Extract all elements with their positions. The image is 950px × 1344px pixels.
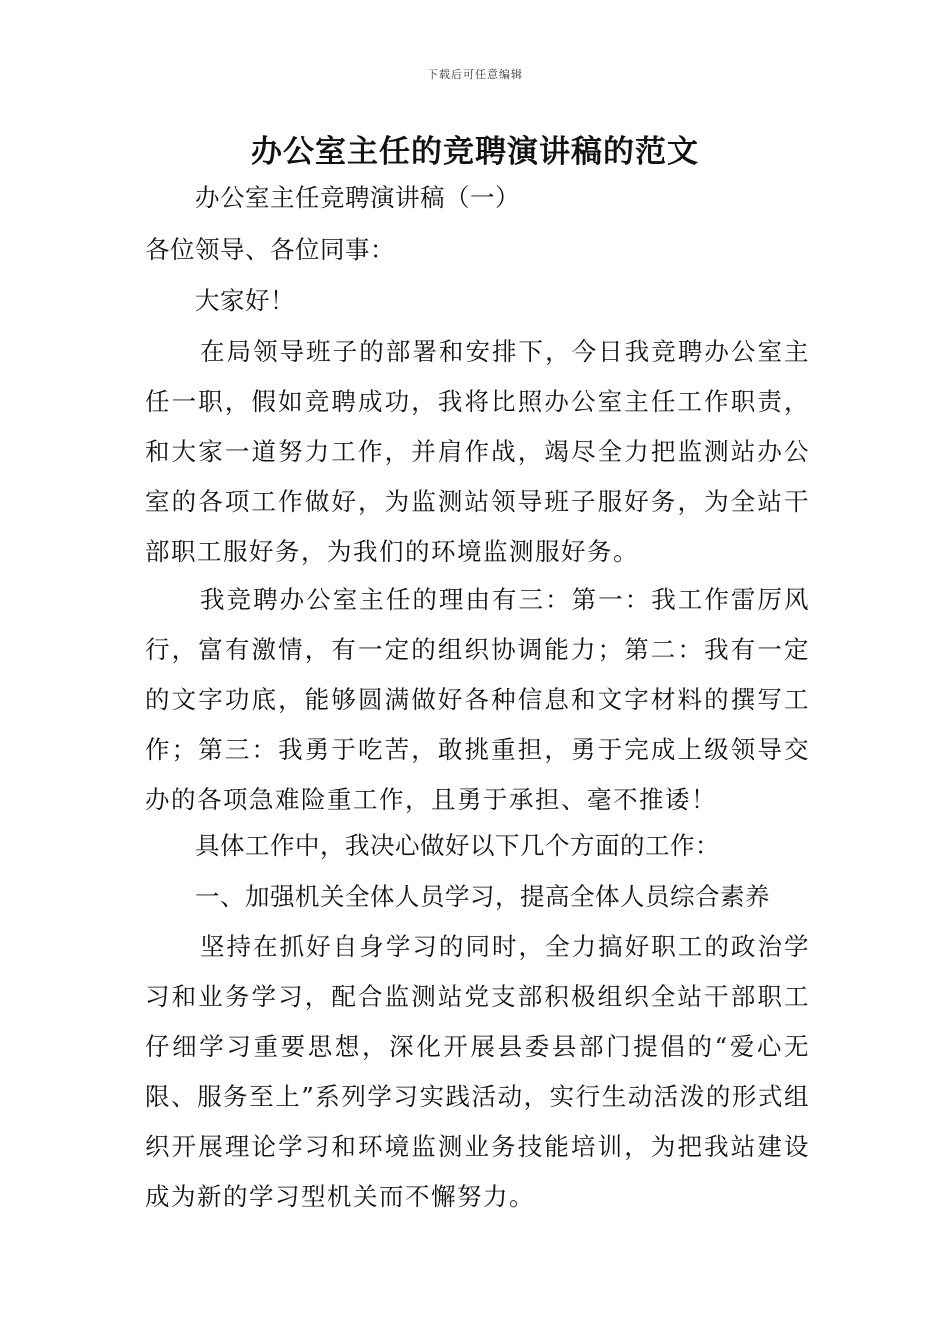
salutation: 各位领导、各位同事：: [145, 235, 395, 264]
section-heading: 一、加强机关全体人员学习，提高全体人员综合素养: [195, 882, 770, 911]
paragraph-1: 在局领导班子的部署和安排下，今日我竞聘办公室主任一职，假如竞聘成功，我将比照办公室主任工作职责，和大家一道努力工作，并肩作战，竭尽全力把监测站办公室的各项工作做好，为监测站领导班子服好务，为全站干部职工服好务，为我们的环境监测服好务。: [145, 337, 810, 566]
paragraph-2: 我竞聘办公室主任的理由有三：第一：我工作雷厉风行，富有激情，有一定的组织协调能力；第二：我有一定的文字功底，能够圆满做好各种信息和文字材料的撰写工作；第三：我勇于吃苦，敢挑重担，勇于完成上级领导交办的各项急难险重工作，且勇于承担、毫不推诿！: [145, 585, 810, 814]
intro-line: 具体工作中，我决心做好以下几个方面的工作：: [195, 831, 720, 860]
page-header-note: 下载后可任意编辑: [427, 68, 523, 81]
greeting: 大家好！: [195, 286, 295, 315]
section-paragraph: 坚持在抓好自身学习的同时，全力搞好职工的政治学习和业务学习，配合监测站党支部积极组织全站干部职工仔细学习重要思想，深化开展县委县部门提倡的“爱心无限、服务至上”系列学习实践活动，实行生动活泼的形式组织开展理论学习和环境监测业务技能培训，为把我站建设成为新的学习型机关而不懈努力。: [145, 932, 810, 1211]
document-subtitle: 办公室主任竞聘演讲稿（一）: [195, 183, 520, 212]
document-title: 办公室主任的竞聘演讲稿的范文: [251, 134, 699, 170]
